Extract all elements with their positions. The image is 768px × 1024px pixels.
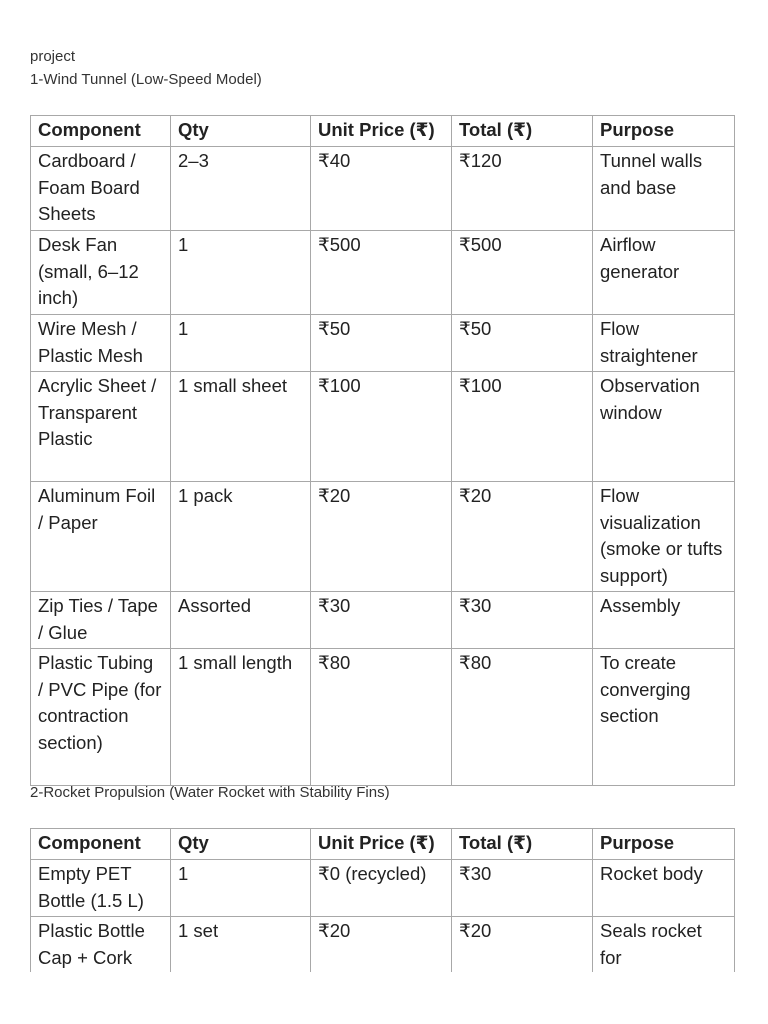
cell-qty: 1 — [171, 860, 311, 917]
cell-purpose: Flow visualization (smoke or tufts support) — [593, 482, 735, 592]
cell-unit-price: ₹80 — [311, 649, 452, 786]
cell-total: ₹100 — [452, 372, 593, 482]
table2-viewport — [30, 0, 768, 972]
cell-purpose: Airflow generator — [593, 231, 735, 315]
header-purpose: Purpose — [593, 116, 735, 147]
section-title-rocket-propulsion: 2-Rocket Propulsion (Water Rocket with Stability Fins) — [30, 784, 390, 801]
cell-unit-price: ₹30 — [311, 592, 452, 649]
cell-qty: 1 small sheet — [171, 372, 311, 482]
cell-component: Zip Ties / Tape / Glue — [31, 592, 171, 649]
cell-purpose: To create converging section — [593, 649, 735, 786]
header-purpose: Purpose — [593, 829, 735, 860]
cell-total: ₹50 — [452, 315, 593, 372]
header-unit-price: Unit Price (₹) — [311, 116, 452, 147]
header-total: Total (₹) — [452, 829, 593, 860]
table-header-row — [31, 829, 735, 860]
cell-component: Empty PET Bottle (1.5 L) — [31, 860, 171, 917]
cell-purpose: Flow straightener — [593, 315, 735, 372]
header-component: Component — [31, 829, 171, 860]
cell-total: ₹80 — [452, 649, 593, 786]
rocket-propulsion-table — [30, 828, 735, 972]
document-title: project — [30, 48, 76, 65]
cell-component: Cardboard / Foam Board Sheets — [31, 147, 171, 231]
cell-component: Aluminum Foil / Paper — [31, 482, 171, 592]
table-row — [31, 917, 735, 973]
cell-unit-price: ₹20 — [311, 482, 452, 592]
cell-qty: 1 small length — [171, 649, 311, 786]
cell-total: ₹20 — [452, 917, 593, 973]
cell-component: Acrylic Sheet / Transparent Plastic — [31, 372, 171, 482]
cell-unit-price: ₹500 — [311, 231, 452, 315]
cell-total: ₹30 — [452, 592, 593, 649]
cell-component: Plastic Tubing / PVC Pipe (for contraction section) — [31, 649, 171, 786]
cell-unit-price: ₹50 — [311, 315, 452, 372]
cell-purpose: Seals rocket for — [593, 917, 735, 973]
cell-total: ₹20 — [452, 482, 593, 592]
cell-component: Wire Mesh / Plastic Mesh — [31, 315, 171, 372]
cell-qty: 1 — [171, 315, 311, 372]
cell-unit-price: ₹20 — [311, 917, 452, 973]
cell-unit-price: ₹40 — [311, 147, 452, 231]
cell-qty: 2–3 — [171, 147, 311, 231]
cell-component: Desk Fan (small, 6–12 inch) — [31, 231, 171, 315]
section-title-wind-tunnel: 1-Wind Tunnel (Low-Speed Model) — [30, 71, 262, 88]
cell-qty: 1 pack — [171, 482, 311, 592]
cell-qty: Assorted — [171, 592, 311, 649]
cell-total: ₹30 — [452, 860, 593, 917]
header-qty: Qty — [171, 116, 311, 147]
cell-unit-price: ₹0 (recycled) — [311, 860, 452, 917]
cell-qty: 1 set — [171, 917, 311, 973]
cell-purpose: Rocket body — [593, 860, 735, 917]
cell-unit-price: ₹100 — [311, 372, 452, 482]
table-row — [31, 860, 735, 917]
header-total: Total (₹) — [452, 116, 593, 147]
cell-component: Plastic Bottle Cap + Cork — [31, 917, 171, 973]
cell-purpose: Assembly — [593, 592, 735, 649]
header-component: Component — [31, 116, 171, 147]
cell-purpose: Observation window — [593, 372, 735, 482]
cell-total: ₹500 — [452, 231, 593, 315]
header-qty: Qty — [171, 829, 311, 860]
header-unit-price: Unit Price (₹) — [311, 829, 452, 860]
cell-qty: 1 — [171, 231, 311, 315]
cell-total: ₹120 — [452, 147, 593, 231]
cell-purpose: Tunnel walls and base — [593, 147, 735, 231]
